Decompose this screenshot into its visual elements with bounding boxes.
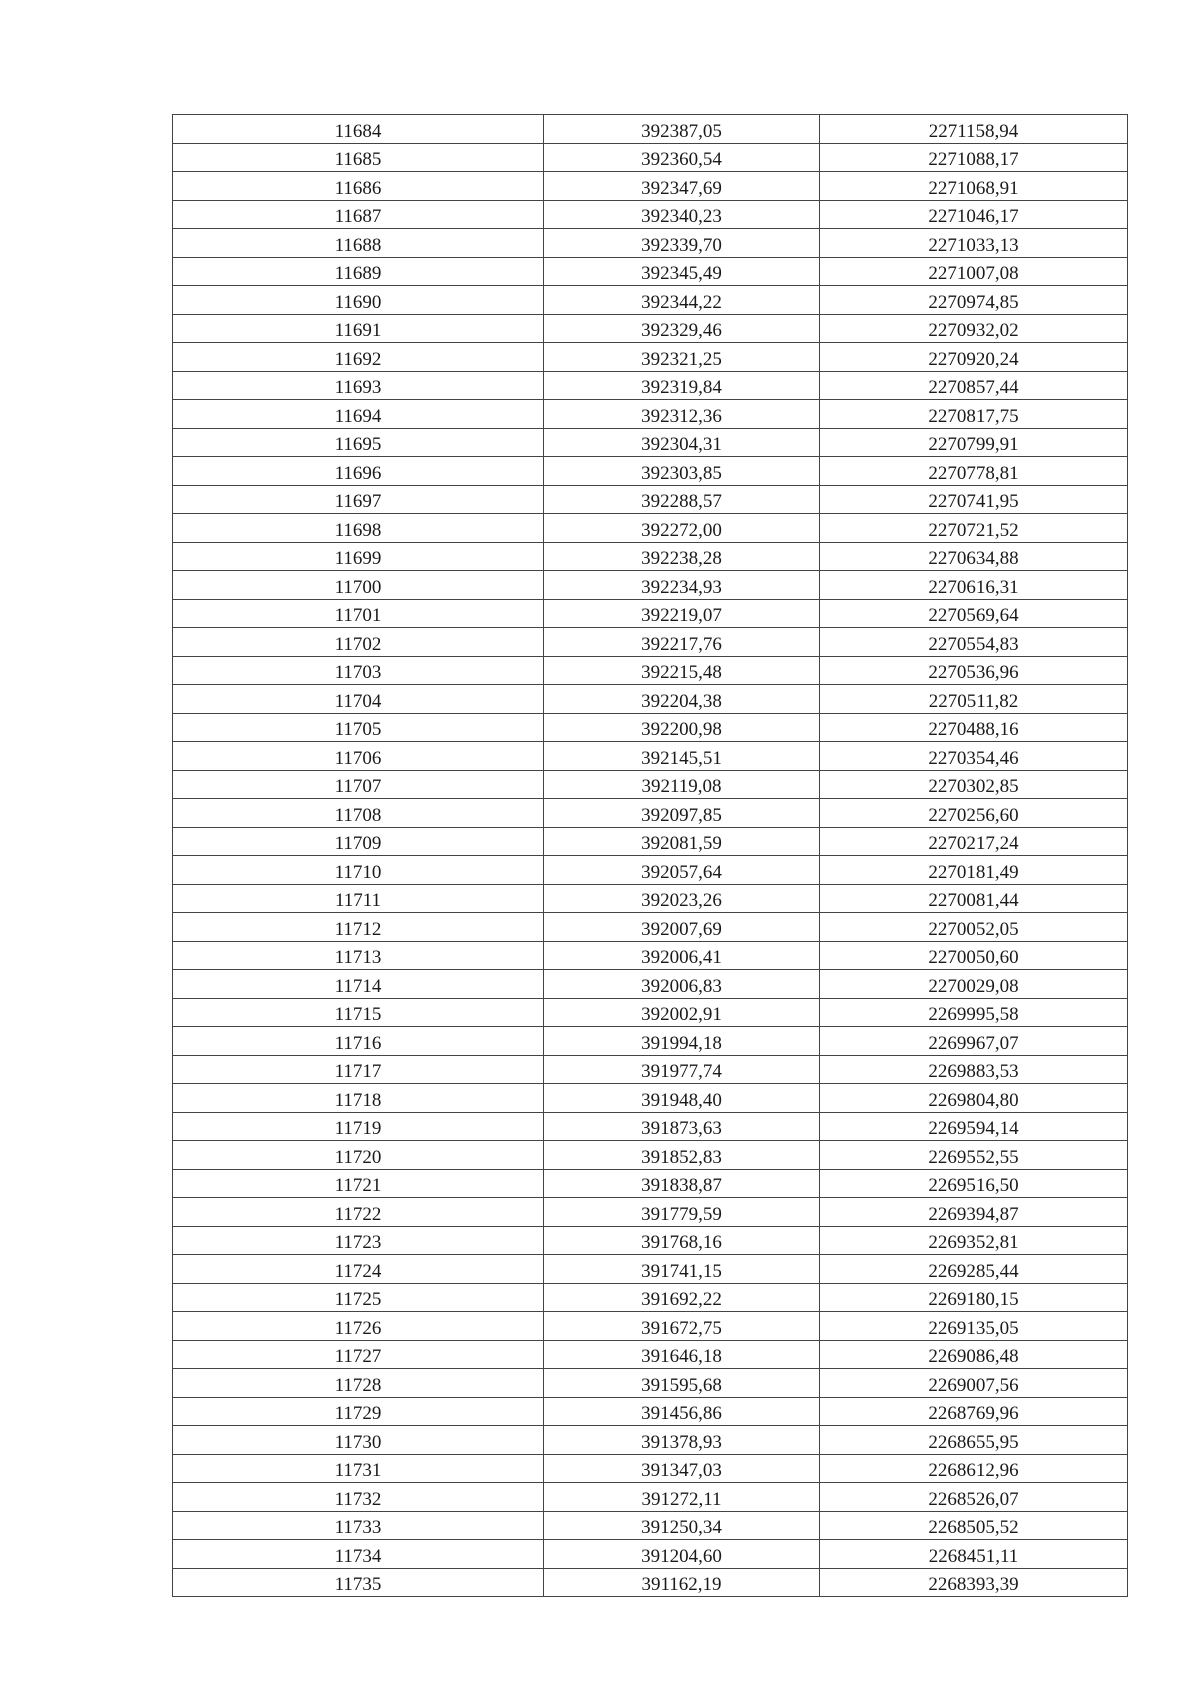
table-row	[173, 1511, 1128, 1540]
point-number-cell: 11713	[173, 941, 544, 970]
table-row	[173, 1369, 1128, 1398]
point-number-cell: 11699	[173, 542, 544, 571]
y-coordinate-cell: 2269007,56	[820, 1369, 1128, 1398]
table-row	[173, 343, 1128, 372]
table-row	[173, 799, 1128, 828]
x-coordinate-cell: 391646,18	[544, 1340, 820, 1369]
y-coordinate-cell: 2269967,07	[820, 1027, 1128, 1056]
point-number-cell: 11735	[173, 1568, 544, 1597]
table-row	[173, 1340, 1128, 1369]
point-number-cell: 11717	[173, 1055, 544, 1084]
x-coordinate-cell: 391272,11	[544, 1483, 820, 1512]
point-number-cell: 11716	[173, 1027, 544, 1056]
point-number-cell: 11723	[173, 1226, 544, 1255]
x-coordinate-cell: 392340,23	[544, 200, 820, 229]
point-number-cell: 11719	[173, 1112, 544, 1141]
point-number-cell: 11693	[173, 371, 544, 400]
point-number-cell: 11695	[173, 428, 544, 457]
y-coordinate-cell: 2270554,83	[820, 628, 1128, 657]
y-coordinate-cell: 2270354,46	[820, 742, 1128, 771]
table-row	[173, 542, 1128, 571]
y-coordinate-cell: 2270569,64	[820, 599, 1128, 628]
x-coordinate-cell: 392217,76	[544, 628, 820, 657]
point-number-cell: 11720	[173, 1141, 544, 1170]
y-coordinate-cell: 2270302,85	[820, 770, 1128, 799]
x-coordinate-cell: 391672,75	[544, 1312, 820, 1341]
point-number-cell: 11696	[173, 457, 544, 486]
y-coordinate-cell: 2268505,52	[820, 1511, 1128, 1540]
point-number-cell: 11725	[173, 1283, 544, 1312]
point-number-cell: 11706	[173, 742, 544, 771]
table-row	[173, 200, 1128, 229]
table-row	[173, 827, 1128, 856]
y-coordinate-cell: 2270181,49	[820, 856, 1128, 885]
x-coordinate-cell: 391692,22	[544, 1283, 820, 1312]
y-coordinate-cell: 2270920,24	[820, 343, 1128, 372]
x-coordinate-cell: 391741,15	[544, 1255, 820, 1284]
table-row	[173, 1426, 1128, 1455]
y-coordinate-cell: 2269552,55	[820, 1141, 1128, 1170]
point-number-cell: 11729	[173, 1397, 544, 1426]
table-row	[173, 1141, 1128, 1170]
point-number-cell: 11715	[173, 998, 544, 1027]
x-coordinate-cell: 392339,70	[544, 229, 820, 258]
y-coordinate-cell: 2270052,05	[820, 913, 1128, 942]
point-number-cell: 11686	[173, 172, 544, 201]
y-coordinate-cell: 2270634,88	[820, 542, 1128, 571]
y-coordinate-cell: 2269995,58	[820, 998, 1128, 1027]
x-coordinate-cell: 392006,83	[544, 970, 820, 999]
y-coordinate-cell: 2270050,60	[820, 941, 1128, 970]
table-row	[173, 628, 1128, 657]
x-coordinate-cell: 391948,40	[544, 1084, 820, 1113]
y-coordinate-cell: 2268769,96	[820, 1397, 1128, 1426]
point-number-cell: 11704	[173, 685, 544, 714]
y-coordinate-cell: 2270029,08	[820, 970, 1128, 999]
x-coordinate-cell: 392319,84	[544, 371, 820, 400]
point-number-cell: 11721	[173, 1169, 544, 1198]
table-row	[173, 1312, 1128, 1341]
x-coordinate-cell: 392238,28	[544, 542, 820, 571]
point-number-cell: 11694	[173, 400, 544, 429]
x-coordinate-cell: 392234,93	[544, 571, 820, 600]
x-coordinate-cell: 392321,25	[544, 343, 820, 372]
x-coordinate-cell: 392119,08	[544, 770, 820, 799]
y-coordinate-cell: 2270974,85	[820, 286, 1128, 315]
point-number-cell: 11712	[173, 913, 544, 942]
x-coordinate-cell: 391768,16	[544, 1226, 820, 1255]
y-coordinate-cell: 2270616,31	[820, 571, 1128, 600]
y-coordinate-cell: 2271007,08	[820, 257, 1128, 286]
point-number-cell: 11732	[173, 1483, 544, 1512]
y-coordinate-cell: 2270721,52	[820, 514, 1128, 543]
table-row	[173, 485, 1128, 514]
point-number-cell: 11703	[173, 656, 544, 685]
y-coordinate-cell: 2269394,87	[820, 1198, 1128, 1227]
x-coordinate-cell: 391378,93	[544, 1426, 820, 1455]
y-coordinate-cell: 2270817,75	[820, 400, 1128, 429]
x-coordinate-cell: 392023,26	[544, 884, 820, 913]
y-coordinate-cell: 2270778,81	[820, 457, 1128, 486]
table-row	[173, 229, 1128, 258]
y-coordinate-cell: 2270799,91	[820, 428, 1128, 457]
table-row	[173, 257, 1128, 286]
x-coordinate-cell: 392329,46	[544, 314, 820, 343]
x-coordinate-cell: 392312,36	[544, 400, 820, 429]
table-row	[173, 1055, 1128, 1084]
x-coordinate-cell: 391162,19	[544, 1568, 820, 1597]
table-row	[173, 1540, 1128, 1569]
point-number-cell: 11684	[173, 115, 544, 144]
x-coordinate-cell: 392002,91	[544, 998, 820, 1027]
x-coordinate-cell: 391873,63	[544, 1112, 820, 1141]
table-row	[173, 770, 1128, 799]
x-coordinate-cell: 391595,68	[544, 1369, 820, 1398]
y-coordinate-cell: 2269285,44	[820, 1255, 1128, 1284]
table-row	[173, 143, 1128, 172]
x-coordinate-cell: 392006,41	[544, 941, 820, 970]
table-row	[173, 599, 1128, 628]
table-row	[173, 1198, 1128, 1227]
table-row	[173, 1397, 1128, 1426]
table-row	[173, 941, 1128, 970]
point-number-cell: 11718	[173, 1084, 544, 1113]
table-row	[173, 115, 1128, 144]
table-row	[173, 713, 1128, 742]
point-number-cell: 11700	[173, 571, 544, 600]
y-coordinate-cell: 2269135,05	[820, 1312, 1128, 1341]
table-row	[173, 457, 1128, 486]
y-coordinate-cell: 2271068,91	[820, 172, 1128, 201]
x-coordinate-cell: 392215,48	[544, 656, 820, 685]
point-number-cell: 11689	[173, 257, 544, 286]
y-coordinate-cell: 2269883,53	[820, 1055, 1128, 1084]
table-row	[173, 656, 1128, 685]
x-coordinate-cell: 391347,03	[544, 1454, 820, 1483]
point-number-cell: 11688	[173, 229, 544, 258]
table-row	[173, 514, 1128, 543]
point-number-cell: 11709	[173, 827, 544, 856]
x-coordinate-cell: 392219,07	[544, 599, 820, 628]
x-coordinate-cell: 391456,86	[544, 1397, 820, 1426]
y-coordinate-cell: 2269594,14	[820, 1112, 1128, 1141]
point-number-cell: 11692	[173, 343, 544, 372]
point-number-cell: 11730	[173, 1426, 544, 1455]
x-coordinate-cell: 392303,85	[544, 457, 820, 486]
table-row	[173, 742, 1128, 771]
x-coordinate-cell: 392387,05	[544, 115, 820, 144]
x-coordinate-cell: 392081,59	[544, 827, 820, 856]
point-number-cell: 11710	[173, 856, 544, 885]
y-coordinate-cell: 2271033,13	[820, 229, 1128, 258]
table-row	[173, 1483, 1128, 1512]
x-coordinate-cell: 392145,51	[544, 742, 820, 771]
point-number-cell: 11701	[173, 599, 544, 628]
x-coordinate-cell: 392007,69	[544, 913, 820, 942]
point-number-cell: 11707	[173, 770, 544, 799]
y-coordinate-cell: 2271088,17	[820, 143, 1128, 172]
x-coordinate-cell: 392097,85	[544, 799, 820, 828]
y-coordinate-cell: 2268393,39	[820, 1568, 1128, 1597]
coordinates-table-body	[173, 115, 1128, 1597]
y-coordinate-cell: 2270511,82	[820, 685, 1128, 714]
coordinates-table	[172, 114, 1128, 1597]
x-coordinate-cell: 392272,00	[544, 514, 820, 543]
point-number-cell: 11711	[173, 884, 544, 913]
table-row	[173, 428, 1128, 457]
y-coordinate-cell: 2270256,60	[820, 799, 1128, 828]
point-number-cell: 11734	[173, 1540, 544, 1569]
y-coordinate-cell: 2270081,44	[820, 884, 1128, 913]
table-row	[173, 998, 1128, 1027]
point-number-cell: 11685	[173, 143, 544, 172]
point-number-cell: 11714	[173, 970, 544, 999]
y-coordinate-cell: 2269180,15	[820, 1283, 1128, 1312]
table-row	[173, 400, 1128, 429]
y-coordinate-cell: 2269086,48	[820, 1340, 1128, 1369]
point-number-cell: 11731	[173, 1454, 544, 1483]
point-number-cell: 11705	[173, 713, 544, 742]
y-coordinate-cell: 2270536,96	[820, 656, 1128, 685]
x-coordinate-cell: 391977,74	[544, 1055, 820, 1084]
x-coordinate-cell: 392347,69	[544, 172, 820, 201]
y-coordinate-cell: 2270217,24	[820, 827, 1128, 856]
y-coordinate-cell: 2270741,95	[820, 485, 1128, 514]
y-coordinate-cell: 2271046,17	[820, 200, 1128, 229]
x-coordinate-cell: 391204,60	[544, 1540, 820, 1569]
x-coordinate-cell: 391852,83	[544, 1141, 820, 1170]
x-coordinate-cell: 391779,59	[544, 1198, 820, 1227]
x-coordinate-cell: 392360,54	[544, 143, 820, 172]
table-row	[173, 856, 1128, 885]
point-number-cell: 11724	[173, 1255, 544, 1284]
table-row	[173, 1568, 1128, 1597]
y-coordinate-cell: 2269804,80	[820, 1084, 1128, 1113]
y-coordinate-cell: 2268612,96	[820, 1454, 1128, 1483]
point-number-cell: 11726	[173, 1312, 544, 1341]
x-coordinate-cell: 391994,18	[544, 1027, 820, 1056]
x-coordinate-cell: 391838,87	[544, 1169, 820, 1198]
x-coordinate-cell: 392344,22	[544, 286, 820, 315]
table-row	[173, 884, 1128, 913]
table-row	[173, 685, 1128, 714]
point-number-cell: 11690	[173, 286, 544, 315]
x-coordinate-cell: 392057,64	[544, 856, 820, 885]
point-number-cell: 11722	[173, 1198, 544, 1227]
table-row	[173, 913, 1128, 942]
table-row	[173, 1112, 1128, 1141]
table-row	[173, 172, 1128, 201]
y-coordinate-cell: 2269352,81	[820, 1226, 1128, 1255]
x-coordinate-cell: 392345,49	[544, 257, 820, 286]
table-row	[173, 1169, 1128, 1198]
point-number-cell: 11733	[173, 1511, 544, 1540]
point-number-cell: 11702	[173, 628, 544, 657]
x-coordinate-cell: 391250,34	[544, 1511, 820, 1540]
point-number-cell: 11697	[173, 485, 544, 514]
x-coordinate-cell: 392304,31	[544, 428, 820, 457]
table-row	[173, 1255, 1128, 1284]
y-coordinate-cell: 2271158,94	[820, 115, 1128, 144]
point-number-cell: 11708	[173, 799, 544, 828]
x-coordinate-cell: 392204,38	[544, 685, 820, 714]
x-coordinate-cell: 392288,57	[544, 485, 820, 514]
table-row	[173, 571, 1128, 600]
y-coordinate-cell: 2268526,07	[820, 1483, 1128, 1512]
y-coordinate-cell: 2269516,50	[820, 1169, 1128, 1198]
point-number-cell: 11728	[173, 1369, 544, 1398]
y-coordinate-cell: 2268655,95	[820, 1426, 1128, 1455]
table-row	[173, 314, 1128, 343]
y-coordinate-cell: 2268451,11	[820, 1540, 1128, 1569]
table-row	[173, 1084, 1128, 1113]
point-number-cell: 11698	[173, 514, 544, 543]
point-number-cell: 11691	[173, 314, 544, 343]
point-number-cell: 11727	[173, 1340, 544, 1369]
table-row	[173, 1027, 1128, 1056]
point-number-cell: 11687	[173, 200, 544, 229]
table-row	[173, 286, 1128, 315]
y-coordinate-cell: 2270488,16	[820, 713, 1128, 742]
table-row	[173, 970, 1128, 999]
table-row	[173, 1454, 1128, 1483]
table-row	[173, 371, 1128, 400]
x-coordinate-cell: 392200,98	[544, 713, 820, 742]
y-coordinate-cell: 2270932,02	[820, 314, 1128, 343]
y-coordinate-cell: 2270857,44	[820, 371, 1128, 400]
table-row	[173, 1283, 1128, 1312]
table-row	[173, 1226, 1128, 1255]
